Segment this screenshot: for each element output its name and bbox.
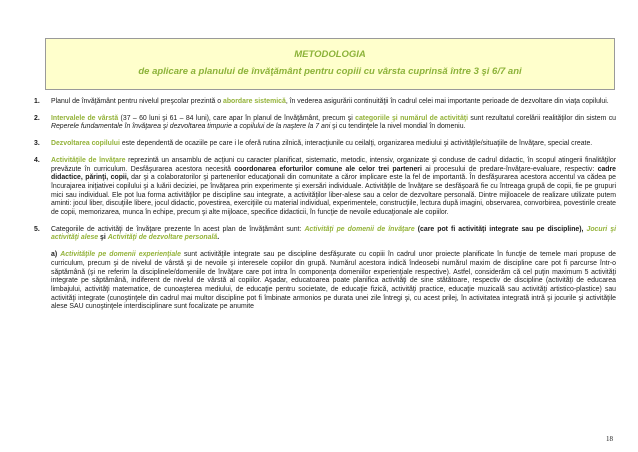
list-item-2 (34, 115, 616, 132)
text: ai procesului de predare-învăţare-evaluare, respectiv: (421, 165, 598, 173)
list-item-1 (34, 98, 616, 107)
highlight: Activităţile pe domenii experienţiale (60, 251, 181, 259)
item-number: 1. (34, 98, 40, 105)
text: sunt activităţile integrate sau pe discipline desfăşurate cu copiii în cadrul unor proiecte planificate în funcţie de temele mari propuse de curriculum, precum şi de nivelul de vârstă şi de nevoile şi interesele copiilor din grupă. Numărul acestora indică îndeosebi numărul maxim de discipline care pot fi parcurse într-o săptămână (şi ne referim la disciplinele/domeniile de învăţare care pot intra în componenţa domeniilor experienţiale respective). Astfel, considerăm că cel puţin maximum 5 activităţi integrate pe săptămână, indiferent de nivelul de vârstă al copiilor. Aşadar, educatoarea poate planifica activităţi de sine stătătoare, respectiv de discipline (activităţi de educarea limbajului, activităţi matematice, de cunoaşterea mediului, de educaţie pentru societate, de educaţie fizică, activităţi practice, educaţie muzicală sau activităţi artistico-plastice) sau activităţi integrate (cunoştinţele din cadrul mai multor discipline pot fi îmbinate armonios pe durata unei zile întregi şi, cu acest prilej, în activitatea integrată intră şi jocurile şi activităţile alese SAU cunoştinţele interdisciplinare sunt focalizate pe anumite (51, 251, 617, 311)
bold-text: . (217, 234, 220, 242)
item-number: 5. (34, 225, 40, 233)
highlight: categoriile şi numărul de activităţi (355, 114, 469, 122)
item-number: 3. (34, 140, 40, 148)
item-number: 2. (34, 114, 40, 122)
text: este dependentă de ocaziile pe care i le oferă rutina zilnică, interacţiunile cu ceilalţi, organizarea mediului şi activităţile/situaţiile de învăţare, special create. (119, 140, 593, 148)
highlight: Activităţile de învăţare (51, 156, 126, 164)
highlight: Intervalele de vârstă (51, 114, 119, 122)
highlight: Activităţi de dezvoltare personală (107, 234, 218, 242)
item-number: 4. (34, 156, 40, 164)
document-subtitle: de aplicare a planului de învăţământ pentru copiii cu vârsta cuprinsă între 3 şi 6/7 ani (138, 66, 522, 77)
text: şi cu tendinţele la nivel mondial în domeniu. (330, 123, 466, 131)
text: sunt rezultatul corelării realităţilor din sistem cu (468, 114, 616, 122)
reference-title: Reperele fundamentale în învăţarea şi dezvoltarea timpurie a copilului de la naştere la 7 ani (51, 123, 331, 131)
bold-text: cadre didactice, părinţi, copii, (51, 165, 616, 182)
list-item-5 (34, 226, 616, 312)
highlight: Dezvoltarea copilului (51, 140, 120, 148)
highlight: abordare sistemică (222, 98, 286, 105)
document-title: METODOLOGIA (294, 49, 366, 60)
title-box (45, 38, 615, 90)
text: dar şi a colaboratorilor şi partenerilor educaţionali din comunitate a căror implicare este la fel de importantă. În desfăşurarea acestora accentul va cădea pe încurajarea iniţiativei copilului şi a luării deciziei, pe învăţarea prin experimente şi exersări individuale. Activităţile de învăţare se desfăşoară fie cu întreaga grupă de copii, fie pe grupuri mici sau individual. Ele pot lua forma activităţilor pe discipline sau integrate, a activităţilor liber-alese sau a celor de dezvoltare personală. Dintre mijloacele de realizare utilizate putem aminti: jocul liber, discuţiile libere, jocul didactic, povestirea, exerciţiile cu material individual, experimentele, construcţiile, lectura după imagini, observarea, convorbirea, povestirile create de copii, memorizarea, munca în echipe, precum şi alte mijloace, specifice didacticii, în funcţie de nevoile educaţionale ale copiilor. (51, 174, 617, 217)
sub-label: a) (51, 251, 61, 259)
highlight: Activităţi pe domenii de învăţare (304, 225, 415, 233)
list-item-3 (34, 140, 616, 149)
page-number: 18 (606, 435, 613, 443)
text: Categoriile de activităţi de învăţare prezente în acest plan de învăţământ sunt: (51, 225, 305, 233)
sub-paragraph-a (51, 251, 616, 312)
text: , în vederea asigurării continuităţii în cadrul celei mai importante perioade de dezvoltare din viaţa copilului. (285, 98, 609, 105)
bold-text: (care pot fi activităţi integrate sau pe discipline), (414, 225, 587, 233)
bold-text: şi (98, 234, 108, 242)
content-body (34, 98, 616, 320)
list-item-4 (34, 157, 616, 218)
highlight: Jocuri şi activităţi alese (51, 225, 616, 242)
text: reprezintă un ansamblu de acţiuni cu caracter planificat, sistematic, metodic, intensiv, organizate şi conduse de cadrul didactic, în scopul atingerii finalităţilor prevăzute în curriculum. Desfăşurarea acestora necesită (51, 156, 616, 173)
text: (37 – 60 luni şi 61 – 84 luni), care apar în planul de învăţământ, precum şi (118, 114, 356, 122)
text: Planul de învăţământ pentru nivelul preşcolar prezintă o (51, 98, 223, 105)
bold-text: coordonarea eforturilor comune ale celor trei parteneri (234, 165, 422, 173)
